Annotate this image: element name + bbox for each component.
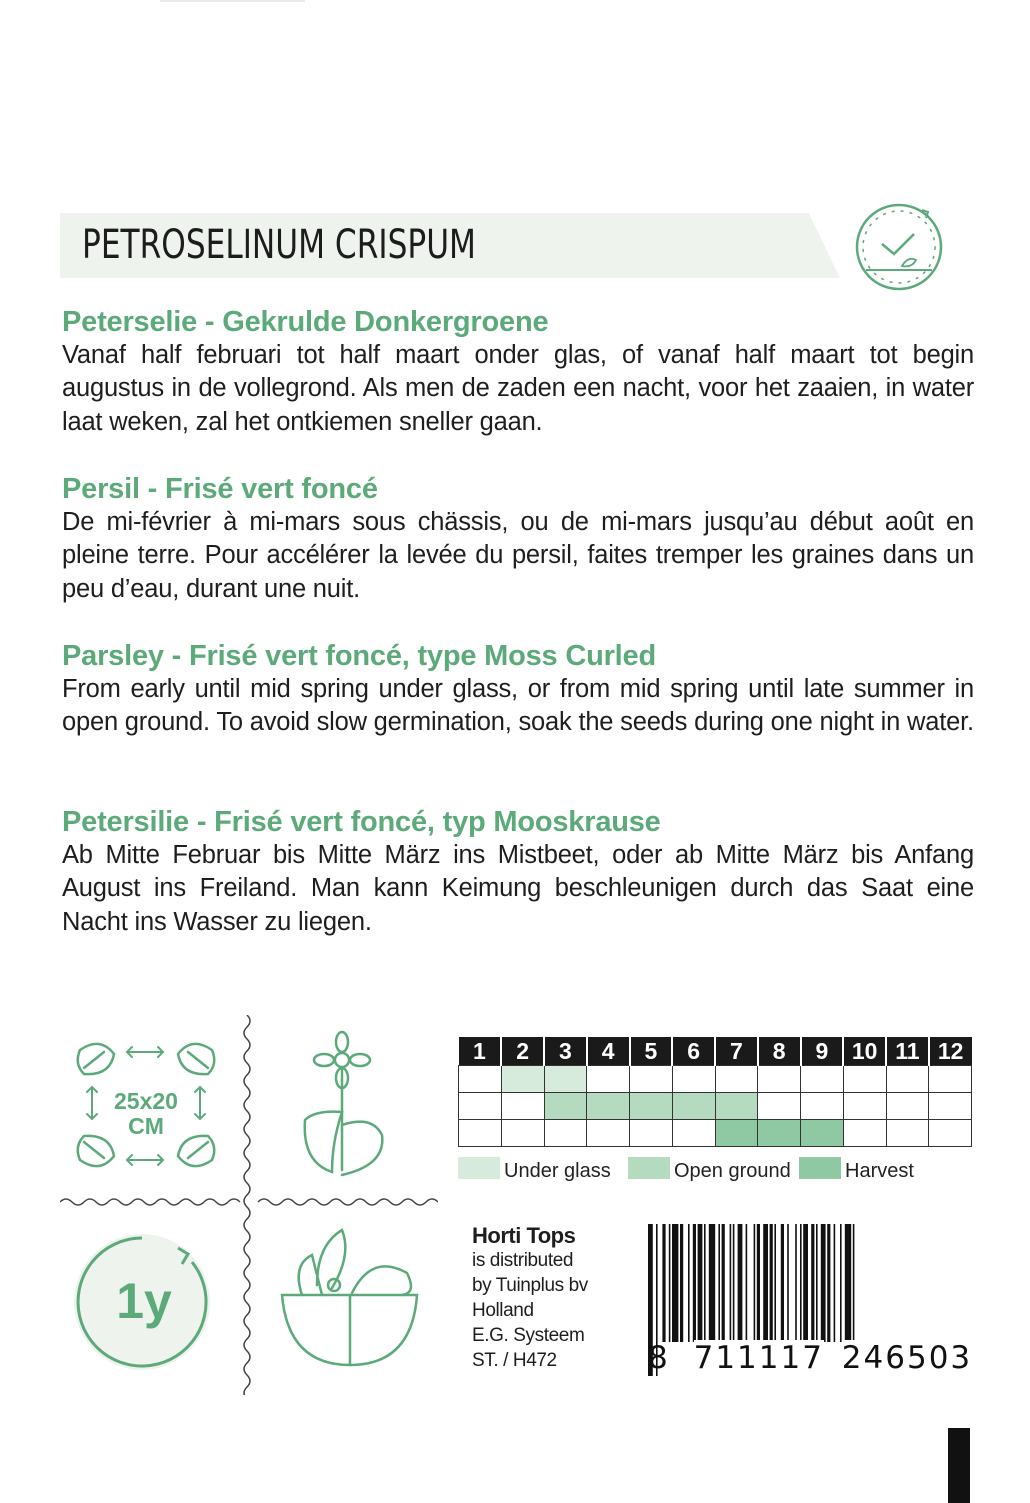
calendar-cell <box>886 1066 929 1093</box>
barcode-bar <box>834 1224 836 1342</box>
calendar-cell <box>587 1066 630 1093</box>
barcode-bar <box>693 1224 696 1342</box>
calendar-cell <box>929 1120 972 1147</box>
leaf-icon <box>78 1044 114 1074</box>
distributor-line: ST. / H472 <box>472 1350 557 1371</box>
distributor-line: is distributed <box>472 1250 574 1271</box>
calendar-month-10: 10 <box>843 1037 886 1066</box>
calendar-month-3: 3 <box>544 1037 587 1066</box>
calendar-month-7: 7 <box>715 1037 758 1066</box>
barcode-bar <box>738 1224 743 1342</box>
legend-label: Harvest <box>845 1160 914 1182</box>
barcode-bar <box>688 1224 690 1342</box>
barcode-bar <box>669 1224 671 1342</box>
calendar-cell <box>758 1066 801 1093</box>
barcode-bar <box>774 1224 776 1342</box>
barcode-bar <box>853 1224 855 1342</box>
leaf-icon <box>78 1136 114 1166</box>
calendar-cell <box>587 1120 630 1147</box>
section-text: From early until mid spring under glass, or from mid spring until late summer in open ground. To avoid slow germination, soak the seeds during one night in water. <box>62 675 974 737</box>
calendar-cell <box>630 1120 673 1147</box>
barcode-bar <box>672 1224 678 1342</box>
barcode-bar <box>757 1224 760 1342</box>
calendar-cell <box>672 1093 715 1120</box>
section-english <box>62 639 974 740</box>
calendar-month-11: 11 <box>886 1037 929 1066</box>
calendar-cell <box>544 1120 587 1147</box>
calendar-cell <box>715 1066 758 1093</box>
latin-name: PETROSELINUM CRISPUM <box>82 222 476 268</box>
calendar-row <box>459 1066 972 1093</box>
calendar-cell <box>843 1066 886 1093</box>
calendar-cell <box>672 1066 715 1093</box>
calendar-cell <box>758 1093 801 1120</box>
edge-mark <box>948 1428 970 1503</box>
calendar-month-1: 1 <box>459 1037 502 1066</box>
legend-swatch <box>799 1157 841 1179</box>
distributor-line: Holland <box>472 1300 534 1321</box>
barcode-bar <box>746 1224 748 1342</box>
spacing-unit: CM <box>128 1113 164 1139</box>
leaf-icon <box>178 1136 214 1166</box>
calendar-cell <box>630 1066 673 1093</box>
legend-label: Under glass <box>504 1160 611 1182</box>
barcode-bar <box>698 1224 703 1342</box>
barcode-bar <box>718 1224 720 1342</box>
barcode-bar <box>840 1224 842 1342</box>
calendar-month-4: 4 <box>587 1037 630 1066</box>
barcode-bar <box>680 1224 683 1342</box>
barcode-bar <box>733 1224 735 1342</box>
calendar-month-6: 6 <box>672 1037 715 1066</box>
calendar-months-row <box>459 1037 972 1066</box>
section-french <box>62 472 974 606</box>
flower-pot-icon <box>295 1030 395 1180</box>
calendar-cell <box>501 1066 544 1093</box>
section-dutch <box>62 305 974 439</box>
barcode-digits-left: 711117 <box>693 1340 824 1376</box>
calendar-cell <box>587 1093 630 1120</box>
calendar-cell <box>801 1093 844 1120</box>
calendar-cell <box>929 1066 972 1093</box>
vegetable-bowl-icon <box>272 1225 427 1375</box>
legend-swatch <box>628 1157 670 1179</box>
section-text: De mi-février à mi-mars sous chässis, ou de mi-mars jusqu’au début août en pleine terre. Pour accélérer la levée du persil, faites tremper les graines dans un peu d’eau, durant une nuit. <box>62 508 974 603</box>
barcode-digits <box>648 1340 972 1376</box>
section-title: Parsley - Frisé vert foncé, type Moss Curled <box>62 640 656 672</box>
top-edge-line <box>160 0 305 2</box>
calendar-month-5: 5 <box>630 1037 673 1066</box>
distributor-line: E.G. Systeem <box>472 1325 585 1346</box>
section-title: Peterselie - Gekrulde Donkergroene <box>62 306 549 338</box>
calendar-cell <box>801 1066 844 1093</box>
legend-swatch <box>458 1157 500 1179</box>
calendar-cell <box>459 1066 502 1093</box>
brand-name: Horti Tops <box>472 1223 576 1248</box>
calendar-cell <box>886 1120 929 1147</box>
barcode-bar <box>845 1224 851 1342</box>
barcode-bar <box>827 1224 830 1342</box>
barcode-digit-first: 8 <box>648 1340 670 1376</box>
barcode-bar <box>821 1224 826 1342</box>
barcode-bar <box>704 1224 706 1342</box>
barcode-bar <box>730 1224 732 1342</box>
legend-label: Open ground <box>674 1160 791 1182</box>
barcode-bar <box>754 1224 756 1342</box>
barcode-bar <box>763 1224 768 1342</box>
calendar-month-12: 12 <box>929 1037 972 1066</box>
barcode-bar <box>800 1224 802 1342</box>
barcode-bar <box>781 1224 784 1342</box>
calendar-cell <box>459 1093 502 1120</box>
legend-item-open-ground <box>628 1157 791 1181</box>
clock-check-icon <box>852 200 946 294</box>
wavy-divider-horizontal <box>60 1195 438 1209</box>
calendar-cell <box>929 1093 972 1120</box>
section-title: Persil - Frisé vert foncé <box>62 473 378 505</box>
calendar-cell <box>501 1093 544 1120</box>
barcode-bar <box>662 1224 665 1342</box>
barcode-bar <box>787 1224 789 1342</box>
section-text: Vanaf half februari tot half maart onder glas, of vanaf half maart tot begin augustus in de vollegrond. Als men de zaden een nacht, voor het zaaien, in water laat weken, zal het ontkiemen sneller gaan. <box>62 341 974 436</box>
section-german <box>62 805 974 939</box>
barcode-bar <box>795 1224 797 1342</box>
spacing-value: 25x20 <box>114 1088 178 1114</box>
calendar-cell <box>801 1120 844 1147</box>
calendar-cell <box>843 1120 886 1147</box>
calendar-cell <box>630 1093 673 1120</box>
calendar-cell <box>544 1066 587 1093</box>
section-title: Petersilie - Frisé vert foncé, typ Mooskrause <box>62 806 661 838</box>
distributor-info <box>472 1223 588 1373</box>
calendar-cell <box>758 1120 801 1147</box>
barcode-digits-right: 246503 <box>841 1340 973 1376</box>
sowing-calendar <box>458 1037 972 1147</box>
calendar-cell <box>715 1093 758 1120</box>
calendar-month-2: 2 <box>501 1037 544 1066</box>
calendar-row <box>459 1093 972 1120</box>
calendar-cell <box>886 1093 929 1120</box>
section-text: Ab Mitte Februar bis Mitte März ins Mistbeet, oder ab Mitte März bis Anfang August ins Freiland. Man kann Keimung beschleunigen durch das Saat eine Nacht ins Wasser zu liegen. <box>62 841 974 936</box>
calendar-cell <box>843 1093 886 1120</box>
calendar-row <box>459 1120 972 1147</box>
lifespan-value: 1y <box>116 1273 172 1329</box>
barcode-bar <box>722 1224 725 1342</box>
calendar-cell <box>544 1093 587 1120</box>
leaf-icon <box>178 1044 214 1074</box>
barcode-bar <box>709 1224 715 1342</box>
calendar-cell <box>501 1120 544 1147</box>
calendar-cell <box>459 1120 502 1147</box>
legend-item-under-glass <box>458 1157 611 1181</box>
calendar-month-9: 9 <box>801 1037 844 1066</box>
calendar-legend <box>458 1157 978 1183</box>
calendar-cell <box>672 1120 715 1147</box>
legend-item-harvest <box>799 1157 914 1181</box>
calendar-month-8: 8 <box>758 1037 801 1066</box>
barcode-bar <box>770 1224 773 1342</box>
distributor-line: by Tuinplus bv <box>472 1275 588 1296</box>
calendar-cell <box>715 1120 758 1147</box>
